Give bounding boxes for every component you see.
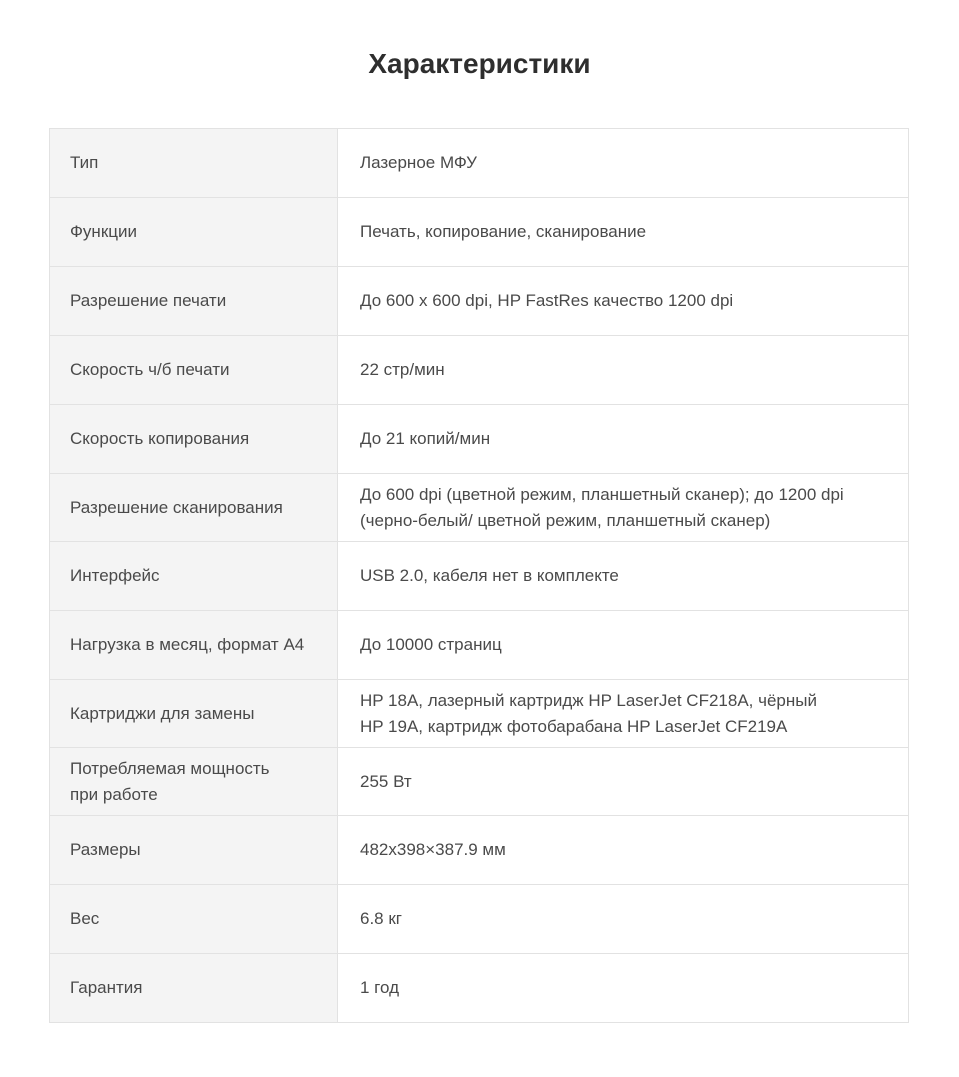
spec-label-scan-resolution: Разрешение сканирования [50, 474, 338, 542]
table-row [50, 267, 909, 336]
spec-value-dimensions: 482x398×387.9 мм [338, 816, 909, 885]
spec-value-line: До 600 dpi (цветной режим, планшетный сканер); до 1200 dpi [360, 484, 844, 504]
table-row [50, 748, 909, 816]
spec-value-scan-resolution [338, 474, 909, 542]
page-title: Характеристики [368, 48, 591, 79]
spec-value-warranty: 1 год [338, 954, 909, 1023]
table-row [50, 816, 909, 885]
table-row [50, 611, 909, 680]
specs-table [49, 128, 909, 1023]
spec-value-weight: 6.8 кг [338, 885, 909, 954]
table-row [50, 405, 909, 474]
spec-label-cartridges: Картриджи для замены [50, 680, 338, 748]
spec-value-line: HP 18A, лазерный картридж HP LaserJet CF218A, чёрный [360, 690, 817, 710]
spec-value-print-resolution: До 600 x 600 dpi, HP FastRes качество 1200 dpi [338, 267, 909, 336]
spec-label-interface: Интерфейс [50, 542, 338, 611]
table-row [50, 198, 909, 267]
spec-label-monthly-load: Нагрузка в месяц, формат А4 [50, 611, 338, 680]
table-row [50, 474, 909, 542]
table-row [50, 336, 909, 405]
spec-label-warranty: Гарантия [50, 954, 338, 1023]
table-row [50, 954, 909, 1023]
spec-value-power: 255 Вт [338, 748, 909, 816]
spec-value-interface: USB 2.0, кабеля нет в комплекте [338, 542, 909, 611]
spec-value-line: HP 19A, картридж фотобарабана HP LaserJet CF219A [360, 716, 788, 736]
spec-label-type: Тип [50, 129, 338, 198]
table-row [50, 542, 909, 611]
spec-value-cartridges [338, 680, 909, 748]
spec-label-line: Потребляемая мощность [70, 758, 270, 778]
table-row [50, 680, 909, 748]
spec-value-monthly-load: До 10000 страниц [338, 611, 909, 680]
table-row [50, 885, 909, 954]
spec-label-print-resolution: Разрешение печати [50, 267, 338, 336]
spec-label-print-speed: Скорость ч/б печати [50, 336, 338, 405]
spec-label-dimensions: Размеры [50, 816, 338, 885]
spec-value-line: (черно-белый/ цветной режим, планшетный сканер) [360, 510, 771, 530]
spec-label-weight: Вес [50, 885, 338, 954]
table-row [50, 129, 909, 198]
spec-value-type: Лазерное МФУ [338, 129, 909, 198]
spec-value-copy-speed: До 21 копий/мин [338, 405, 909, 474]
spec-label-copy-speed: Скорость копирования [50, 405, 338, 474]
spec-value-print-speed: 22 стр/мин [338, 336, 909, 405]
spec-label-power [50, 748, 338, 816]
spec-label-functions: Функции [50, 198, 338, 267]
spec-value-functions: Печать, копирование, сканирование [338, 198, 909, 267]
spec-label-line: при работе [70, 784, 158, 804]
